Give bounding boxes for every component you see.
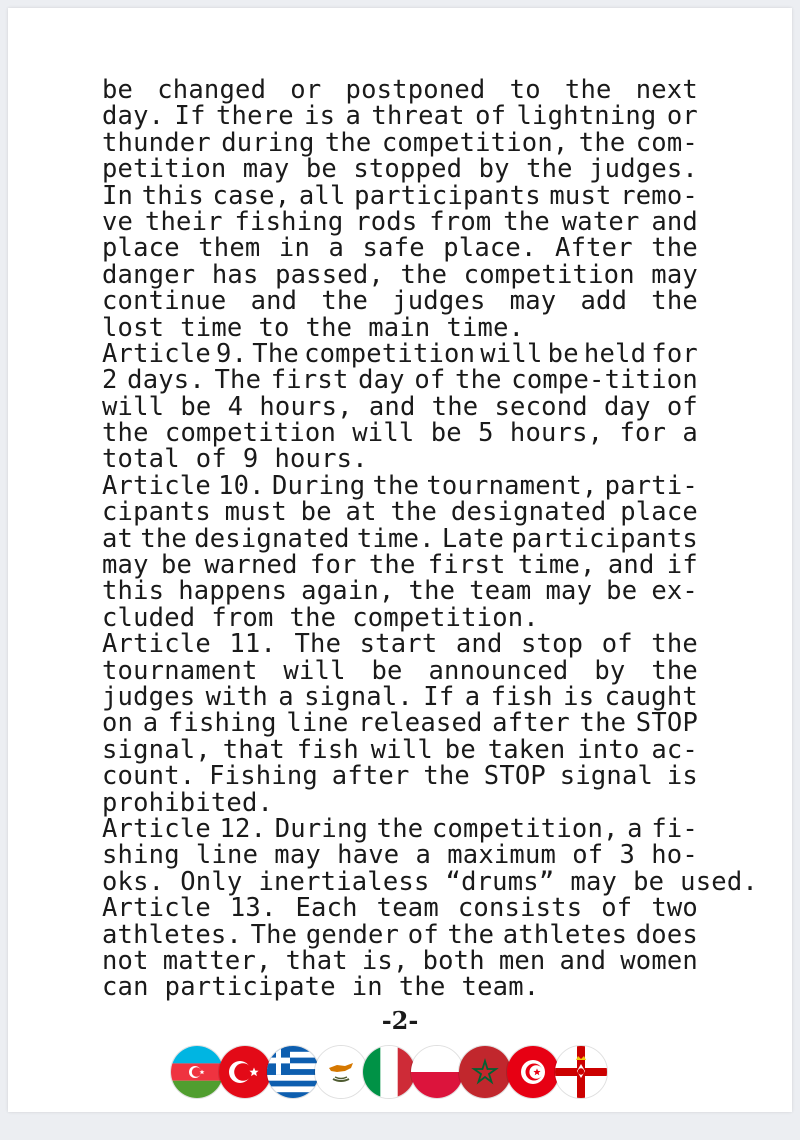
- text-word: 10.: [218, 470, 265, 501]
- text-word: and: [607, 550, 655, 581]
- text-word: must: [224, 497, 287, 528]
- turkey-flag-icon: [218, 1045, 272, 1099]
- text-word: designated: [450, 497, 607, 528]
- text-line: [102, 154, 698, 185]
- text-word: is: [563, 681, 595, 712]
- text-word: cluded: [102, 602, 196, 633]
- text-word: a: [627, 813, 643, 844]
- text-word: judges.: [589, 154, 698, 185]
- text-word: the: [455, 365, 502, 396]
- text-word: total: [102, 444, 180, 475]
- tunisia-flag-icon: [506, 1045, 560, 1099]
- text-word: have: [337, 840, 400, 871]
- text-word: the: [503, 206, 550, 237]
- text-word: them: [198, 233, 261, 264]
- text-line: [102, 945, 698, 976]
- text-word: of: [414, 365, 446, 396]
- text-word: thunder: [102, 127, 211, 158]
- text-word: hours,: [509, 418, 604, 449]
- text-line: [102, 470, 698, 501]
- text-word: time,: [517, 550, 596, 581]
- text-word: has: [211, 259, 259, 290]
- text-word: a: [345, 101, 362, 132]
- text-word: Each: [295, 893, 358, 924]
- text-line: [102, 919, 698, 950]
- text-line: [102, 840, 698, 871]
- text-word: all: [298, 180, 346, 211]
- text-word: the: [651, 286, 698, 317]
- text-word: the: [447, 919, 495, 950]
- text-word: used.: [680, 866, 758, 897]
- text-word: the: [324, 127, 372, 158]
- text-word: a: [464, 681, 481, 712]
- text-word: count.: [102, 761, 196, 792]
- text-word: The: [294, 629, 342, 660]
- text-word: hours.: [274, 444, 368, 475]
- text-word: judges: [392, 286, 486, 317]
- text-line: [102, 101, 698, 132]
- text-word: Article: [102, 629, 211, 660]
- text-line: [102, 761, 698, 792]
- text-line: [102, 259, 698, 290]
- text-word: postponed: [345, 75, 486, 105]
- text-word: Late: [441, 523, 505, 554]
- text-word: water: [561, 206, 640, 237]
- text-word: again,: [301, 576, 395, 607]
- text-word: competition.: [352, 602, 539, 633]
- text-line: [102, 681, 698, 712]
- text-word: be: [102, 75, 134, 105]
- text-word: at: [345, 497, 377, 528]
- text-word: be: [444, 734, 476, 765]
- text-word: next: [635, 75, 698, 105]
- text-word: competition,: [381, 127, 569, 158]
- text-word: be: [300, 497, 332, 528]
- italy-flag-icon: [362, 1045, 416, 1099]
- text-line: [102, 127, 698, 158]
- text-word: may: [242, 154, 290, 185]
- text-word: lost: [102, 312, 165, 343]
- text-word: team: [469, 576, 532, 607]
- text-word: designated: [194, 523, 350, 554]
- text-word: may: [651, 259, 698, 290]
- text-word: time.: [356, 523, 435, 554]
- text-word: their: [144, 206, 223, 237]
- text-word: of: [572, 840, 604, 871]
- text-word: Article: [102, 893, 211, 924]
- text-word: happens: [178, 576, 288, 607]
- text-word: compe-tition: [511, 365, 698, 396]
- text-word: add: [580, 286, 628, 317]
- text-word: team: [376, 893, 439, 924]
- text-word: that: [285, 945, 348, 976]
- text-word: may: [102, 550, 149, 581]
- text-word: “drums”: [445, 866, 555, 897]
- text-word: does: [635, 919, 698, 950]
- text-word: for: [651, 338, 698, 369]
- text-word: during: [221, 127, 315, 158]
- text-word: be: [180, 391, 212, 422]
- text-word: a: [682, 418, 698, 449]
- text-line: [102, 180, 698, 211]
- text-word: ho-: [651, 840, 698, 871]
- text-line: [102, 629, 698, 660]
- text-word: STOP: [635, 708, 698, 739]
- text-word: will: [370, 734, 433, 765]
- text-word: 9.: [216, 338, 248, 369]
- text-word: rods: [355, 206, 418, 237]
- text-word: in: [351, 972, 383, 1003]
- text-line: [102, 338, 698, 369]
- text-word: be: [547, 338, 579, 369]
- text-word: be: [160, 550, 193, 581]
- text-word: into: [577, 734, 640, 765]
- text-word: competition: [164, 418, 336, 449]
- text-word: time: [180, 312, 243, 343]
- text-word: will: [283, 655, 346, 686]
- text-word: main: [368, 312, 431, 343]
- page-number: -2-: [381, 1006, 419, 1035]
- text-word: may: [545, 576, 593, 607]
- text-word: The: [214, 365, 262, 396]
- text-word: at: [102, 523, 134, 554]
- text-word: will: [102, 391, 165, 422]
- text-word: second: [494, 391, 588, 422]
- text-word: the: [408, 576, 456, 607]
- text-word: time.: [446, 312, 525, 343]
- text-word: and: [368, 391, 416, 422]
- text-word: may: [274, 840, 321, 871]
- text-word: and: [651, 206, 698, 237]
- text-word: If: [423, 681, 455, 712]
- text-word: the: [372, 470, 420, 501]
- text-word: from: [429, 206, 492, 237]
- text-word: of: [601, 893, 633, 924]
- text-line: [102, 497, 698, 528]
- text-word: that: [222, 734, 285, 765]
- text-word: the: [651, 233, 698, 264]
- text-line: [102, 655, 698, 686]
- text-word: signal.: [304, 681, 413, 712]
- text-word: judges: [102, 681, 196, 712]
- text-word: Fishing: [209, 761, 318, 792]
- text-word: STOP: [483, 761, 546, 792]
- text-word: is: [304, 101, 336, 132]
- text-word: fish: [490, 681, 553, 712]
- text-word: inertialess: [258, 866, 430, 897]
- text-word: must: [549, 180, 612, 211]
- text-word: or: [290, 75, 322, 105]
- text-line: [102, 391, 698, 422]
- text-word: stop: [521, 629, 584, 660]
- greece-flag-icon: [266, 1045, 320, 1099]
- text-line: [102, 523, 698, 554]
- text-word: parti-: [604, 470, 698, 501]
- text-word: after: [331, 761, 410, 792]
- text-word: from: [211, 602, 274, 633]
- text-word: may: [570, 866, 618, 897]
- text-word: day: [603, 391, 651, 422]
- text-word: The: [250, 919, 298, 950]
- text-word: cipants: [102, 497, 211, 528]
- text-word: can: [102, 972, 149, 1003]
- text-word: for: [309, 550, 357, 581]
- text-word: this: [102, 576, 165, 607]
- text-line: [102, 312, 698, 343]
- text-word: 3: [619, 840, 636, 871]
- text-word: a: [278, 681, 294, 712]
- text-line: [102, 813, 698, 844]
- text-word: ve: [102, 206, 134, 237]
- text-word: will: [480, 338, 543, 369]
- text-word: the: [398, 972, 446, 1003]
- text-line: [102, 418, 698, 449]
- text-word: the: [102, 418, 149, 449]
- text-word: the: [376, 813, 424, 844]
- text-word: petition: [102, 154, 227, 185]
- text-word: of: [195, 444, 227, 475]
- text-word: days.: [127, 365, 205, 396]
- text-word: of: [407, 919, 439, 950]
- text-word: 5: [478, 418, 494, 449]
- text-word: the: [431, 391, 479, 422]
- text-word: to: [258, 312, 290, 343]
- text-line: [102, 708, 698, 739]
- text-word: passed,: [275, 259, 384, 290]
- text-word: During: [274, 813, 369, 844]
- text-word: participants: [511, 523, 698, 554]
- text-word: two: [651, 893, 698, 924]
- text-word: not: [102, 945, 149, 976]
- poland-flag-icon: [410, 1045, 464, 1099]
- text-word: and: [250, 286, 298, 317]
- text-line: [102, 365, 698, 396]
- text-word: and: [455, 629, 503, 660]
- text-word: this: [141, 180, 204, 211]
- cyprus-flag-icon: [314, 1045, 368, 1099]
- text-word: ac-: [651, 734, 698, 765]
- text-word: fishing: [167, 708, 277, 739]
- text-word: or: [666, 101, 698, 132]
- text-word: day: [358, 365, 405, 396]
- text-word: oks.: [102, 866, 165, 897]
- text-word: the: [564, 75, 612, 105]
- text-word: line: [195, 840, 259, 871]
- text-word: be: [371, 655, 403, 686]
- text-word: gender: [305, 919, 400, 950]
- text-word: released: [358, 708, 483, 739]
- text-word: line: [286, 708, 349, 739]
- text-word: Article: [102, 338, 211, 369]
- text-word: athletes.: [102, 919, 242, 950]
- text-word: be: [633, 866, 665, 897]
- text-word: After: [555, 233, 633, 264]
- text-word: ex-: [651, 576, 698, 607]
- text-word: 9: [242, 444, 259, 475]
- text-word: if: [666, 550, 698, 581]
- text-word: 4: [227, 391, 244, 422]
- text-line: [102, 787, 698, 818]
- text-word: may: [509, 286, 557, 317]
- text-word: the: [526, 154, 573, 185]
- text-word: both: [422, 945, 485, 976]
- text-word: remo-: [620, 180, 698, 211]
- text-word: Only: [180, 866, 243, 897]
- text-word: Article: [102, 813, 211, 844]
- text-word: of: [601, 629, 633, 660]
- text-word: continue: [102, 286, 227, 317]
- text-word: 12.: [219, 813, 267, 844]
- text-word: the: [423, 761, 470, 792]
- text-word: signal: [559, 761, 654, 792]
- text-word: place: [620, 497, 698, 528]
- text-word: there: [215, 101, 294, 132]
- text-word: is,: [361, 945, 409, 976]
- text-word: in: [278, 233, 311, 264]
- text-word: fi-: [651, 813, 698, 844]
- text-word: the: [289, 602, 337, 633]
- morocco-flag-icon: [458, 1045, 512, 1099]
- text-word: In: [102, 180, 134, 211]
- text-word: shing: [102, 840, 180, 871]
- text-word: competition: [304, 338, 476, 369]
- text-word: the: [651, 629, 698, 660]
- text-line: [102, 286, 698, 317]
- text-word: start: [359, 629, 438, 660]
- text-line: [102, 206, 698, 237]
- text-line: [102, 550, 698, 581]
- text-word: changed: [157, 75, 267, 105]
- text-word: competition,: [431, 813, 619, 844]
- text-word: tournament: [102, 655, 258, 686]
- text-word: 13.: [229, 893, 277, 924]
- text-word: after: [492, 708, 570, 739]
- text-word: the: [305, 312, 353, 343]
- text-word: a: [328, 233, 345, 264]
- text-word: women: [620, 945, 698, 976]
- text-word: During: [271, 470, 366, 501]
- text-word: a: [142, 708, 159, 739]
- text-word: team.: [461, 972, 540, 1003]
- text-word: the: [321, 286, 369, 317]
- text-word: participate: [164, 972, 336, 1003]
- text-line: [102, 893, 698, 924]
- text-word: with: [205, 681, 268, 712]
- text-word: by: [594, 655, 626, 686]
- text-word: place.: [443, 233, 537, 264]
- text-word: the: [578, 127, 626, 158]
- text-word: fish: [296, 734, 359, 765]
- text-word: the: [651, 655, 698, 686]
- text-word: to: [509, 75, 541, 105]
- text-line: [102, 444, 698, 475]
- text-word: held: [583, 338, 647, 369]
- text-word: be: [430, 418, 462, 449]
- text-word: for: [619, 418, 667, 449]
- text-word: tournament,: [426, 470, 598, 501]
- text-word: caught: [604, 681, 698, 712]
- text-word: danger: [102, 259, 196, 290]
- text-word: safe: [362, 233, 425, 264]
- flag-row: [170, 1045, 602, 1099]
- text-word: the: [579, 708, 627, 739]
- text-line: [102, 576, 698, 607]
- text-word: announced: [428, 655, 569, 686]
- text-word: com-: [635, 127, 698, 158]
- text-word: hours,: [259, 391, 353, 422]
- text-word: on: [102, 708, 134, 739]
- azerbaijan-flag-icon: [170, 1045, 224, 1099]
- text-word: If: [174, 101, 206, 132]
- document-body: [102, 75, 758, 1003]
- text-word: prohibited.: [102, 787, 274, 818]
- text-word: place: [102, 233, 180, 264]
- text-word: threat: [371, 101, 465, 132]
- text-word: athletes: [502, 919, 628, 950]
- text-line: [102, 233, 698, 264]
- text-word: men: [498, 945, 546, 976]
- text-word: the: [400, 259, 448, 290]
- northern-ireland-flag-icon: [554, 1045, 608, 1099]
- text-word: fishing: [234, 206, 344, 237]
- text-word: of: [475, 101, 507, 132]
- text-word: be: [305, 154, 337, 185]
- text-word: will: [352, 418, 415, 449]
- text-line: [102, 77, 698, 103]
- text-word: the: [390, 497, 438, 528]
- text-word: lightning: [516, 101, 657, 132]
- text-word: stopped: [353, 154, 463, 185]
- text-word: participants: [354, 180, 541, 211]
- text-word: The: [252, 338, 299, 369]
- text-line: [102, 972, 698, 1003]
- text-word: first: [427, 550, 506, 581]
- text-word: case,: [212, 180, 291, 211]
- text-word: by: [478, 154, 510, 185]
- text-word: consists: [457, 893, 583, 924]
- text-line: [102, 602, 698, 633]
- text-word: the: [368, 550, 416, 581]
- text-word: the: [140, 523, 187, 554]
- text-word: 2: [102, 365, 118, 396]
- text-word: of: [666, 391, 698, 422]
- text-word: a: [415, 840, 432, 871]
- text-word: signal,: [102, 734, 211, 765]
- text-word: matter,: [162, 945, 272, 976]
- text-word: and: [559, 945, 607, 976]
- text-word: is: [666, 761, 698, 792]
- text-word: warned: [204, 550, 298, 581]
- text-word: first: [270, 365, 349, 396]
- text-word: Article: [102, 470, 211, 501]
- text-word: be: [606, 576, 638, 607]
- text-word: maximum: [447, 840, 557, 871]
- text-word: 11.: [229, 629, 277, 660]
- text-line: [102, 734, 698, 765]
- text-word: taken: [487, 734, 566, 765]
- text-line: [102, 866, 758, 897]
- text-word: day.: [102, 101, 165, 132]
- text-word: competition: [463, 259, 635, 290]
